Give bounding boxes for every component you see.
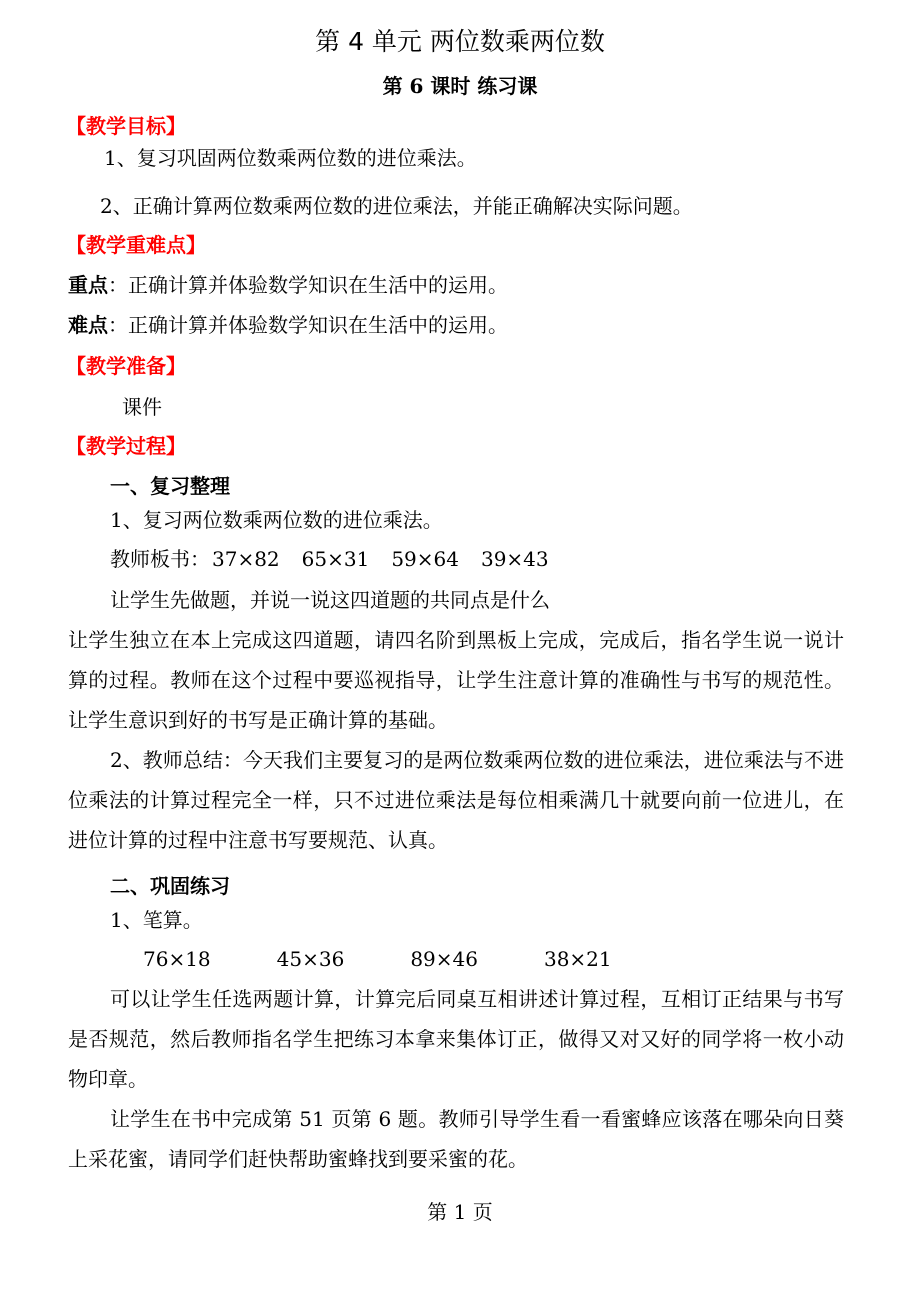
difficult-point-row: [68, 311, 508, 339]
practice-expr-3: 89×46: [410, 947, 478, 971]
practice-expr-2: 45×36: [276, 947, 345, 971]
section-1-title: 一、复习整理: [110, 474, 230, 498]
process-heading: 【教学过程】: [66, 434, 186, 458]
board-expr-3: 59×64: [391, 547, 459, 571]
section-2-paragraph-1: 可以让学生任选两题计算，计算完后同桌互相讲述计算过程，互相订正结果与书写是否规范，然后教师指名学生把练习本拿来集体订正，做得又对又好的同学将一枚小动物印章。: [68, 987, 844, 1091]
board-expr-2: 65×31: [301, 547, 370, 571]
practice-expressions-row: [143, 945, 612, 973]
objective-item-1: 1、复习巩固两位数乘两位数的进位乘法。: [104, 146, 477, 170]
section-2-paragraph-2: 让学生在书中完成第 51 页第 6 题。教师引导学生看一看蜜蜂应该落在哪朵向日葵上采花蜜，请同学们赶快帮助蜜蜂找到要采蜜的花。: [68, 1107, 844, 1171]
section-2-title: 二、巩固练习: [110, 874, 230, 898]
practice-expr-1: 76×18: [143, 947, 211, 971]
key-points-heading: 【教学重难点】: [66, 233, 206, 257]
board-label: 教师板书：: [110, 547, 210, 571]
lesson-subtitle: 第 6 课时 练习课: [382, 74, 538, 98]
board-expressions-row: [110, 545, 549, 573]
key-point-text: ：正确计算并体验数学知识在生活中的运用。: [108, 273, 508, 297]
board-expr-1: 37×82: [212, 547, 280, 571]
section-1-paragraph-2: 让学生独立在本上完成这四道题，请四名阶到黑板上完成，完成后，指名学生说一说计算的过程。教师在这个过程中要巡视指导，让学生注意计算的准确性与书写的规范性。让学生意识到好的书写是正确计算的基础。: [68, 628, 844, 732]
practice-expr-4: 38×21: [543, 947, 612, 971]
difficult-point-label: 难点: [68, 313, 108, 337]
key-point-row: [68, 271, 508, 299]
document-title: 第 4 单元 两位数乘两位数: [315, 27, 605, 56]
difficult-point-text: ：正确计算并体验数学知识在生活中的运用。: [108, 313, 508, 337]
section-1-paragraph-3: 2、教师总结：今天我们主要复习的是两位数乘两位数的进位乘法，进位乘法与不进位乘法的计算过程完全一样，只不过进位乘法是每位相乘满几十就要向前一位进儿，在进位计算的过程中注意书写要规范、认真。: [68, 748, 844, 852]
board-expr-4: 39×43: [480, 547, 549, 571]
key-point-label: 重点: [68, 273, 108, 297]
preparation-text: 课件: [122, 395, 162, 419]
section-2-item-1: 1、笔算。: [110, 908, 203, 932]
objective-item-2: 2、正确计算两位数乘两位数的进位乘法，并能正确解决实际问题。: [100, 194, 693, 218]
objectives-heading: 【教学目标】: [66, 114, 186, 138]
section-1-paragraph-1: 让学生先做题，并说一说这四道题的共同点是什么: [110, 588, 550, 612]
section-1-item-1: 1、复习两位数乘两位数的进位乘法。: [110, 508, 443, 532]
page-number: 第 1 页: [427, 1200, 493, 1224]
preparation-heading: 【教学准备】: [66, 354, 186, 378]
